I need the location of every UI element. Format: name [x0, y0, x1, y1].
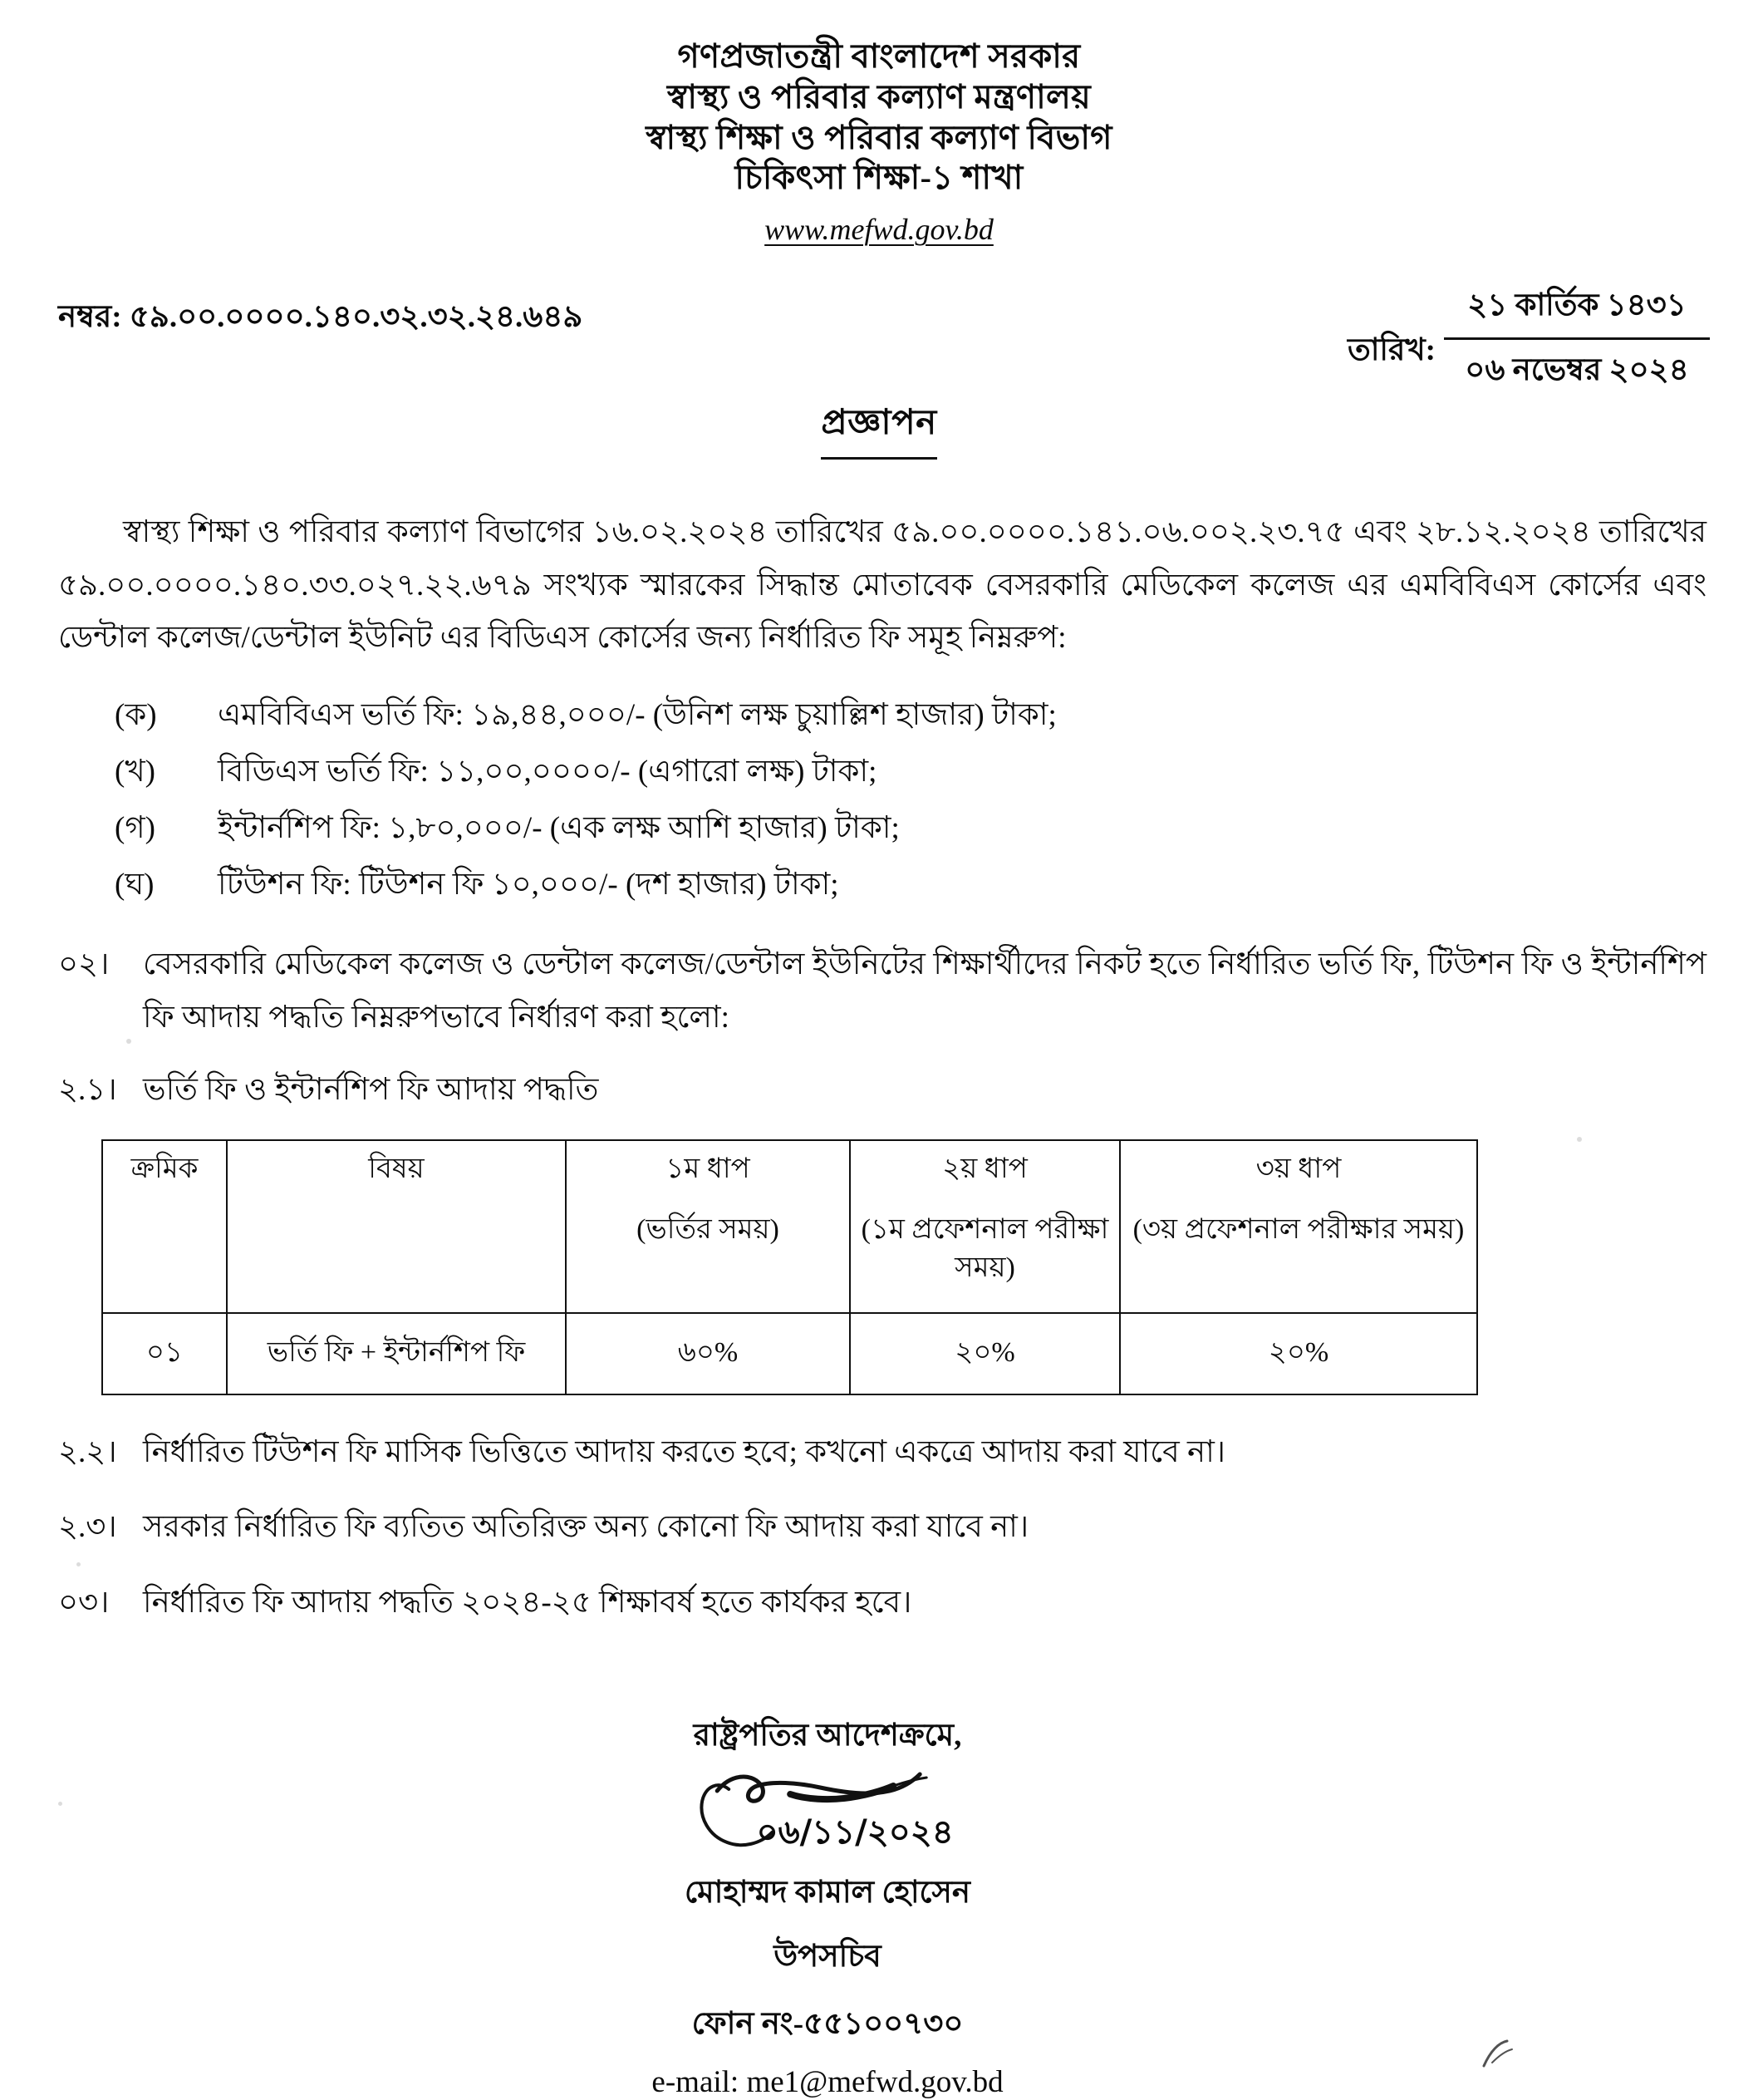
- list-item: [115, 809, 1706, 848]
- clause-03: [58, 1582, 1706, 1624]
- table-header-row: [102, 1140, 1477, 1313]
- signatory-email[interactable]: e-mail: me1@mefwd.gov.bd: [651, 2064, 1004, 2099]
- list-item: [115, 865, 1706, 905]
- website-url[interactable]: www.mefwd.gov.bd: [764, 213, 994, 247]
- signatory-designation: উপসচিব: [773, 1939, 881, 1974]
- memo-meta-row: [0, 280, 1758, 388]
- column-header-step-3: [1120, 1140, 1477, 1313]
- list-item-marker: (গ): [115, 811, 155, 846]
- signatory-name: মোহাম্মদ কামাল হোসেন: [685, 1875, 970, 1910]
- column-header-main: ১ম ধাপ: [665, 1153, 750, 1184]
- column-header-main: ক্রমিক: [130, 1153, 199, 1184]
- column-header-serial: [102, 1140, 227, 1313]
- ministry-government-line: গণপ্রজাতন্ত্রী বাংলাদেশ সরকার: [677, 37, 1081, 75]
- column-header-step-2: [850, 1140, 1120, 1313]
- clause-2-2: [58, 1432, 1706, 1473]
- column-header-sub: (১ম প্রফেশনাল পরীক্ষা সময়): [861, 1214, 1109, 1284]
- signatory-phone: ফোন নং-৫৫১০০৭৩০: [691, 2006, 964, 2041]
- clause-number: ০৩।: [58, 1585, 110, 1620]
- list-item-label: বিডিএস ভর্তি ফি: ১১,০০,০০০০/- (এগারো লক্ষ) টাকা;: [218, 755, 877, 789]
- clause-text: নির্ধারিত টিউশন ফি মাসিক ভিত্তিতে আদায় করতে হবে; কখনো একত্রে আদায় করা যাবে না।: [143, 1435, 1226, 1469]
- clause-text: নির্ধারিত ফি আদায় পদ্ধতি ২০২৪-২৫ শিক্ষাবর্ষ হতে কার্যকর হবে।: [143, 1585, 912, 1620]
- list-item-label: টিউশন ফি: টিউশন ফি ১০,০০০/- (দশ হাজার) টাকা;: [218, 868, 839, 902]
- list-item-marker: (ক): [115, 698, 157, 733]
- ministry-name-line: স্বাস্থ্য ও পরিবার কল্যাণ মন্ত্রণালয়: [667, 77, 1091, 116]
- date-block: [1348, 280, 1710, 397]
- document-body: [58, 506, 1706, 2100]
- signature-area: [611, 1766, 1044, 1864]
- page-title: প্রজ্ঞাপন: [821, 395, 936, 460]
- cell-step-1: ৬০%: [566, 1313, 850, 1394]
- clause-2-1: [58, 1070, 1706, 1111]
- scan-speck: [76, 1562, 81, 1566]
- clause-text: ভর্তি ফি ও ইন্টার্নশিপ ফি আদায় পদ্ধতি: [143, 1072, 599, 1107]
- signature-inner: [611, 1710, 1044, 2100]
- table-body: [102, 1313, 1477, 1394]
- clause-number: ২.৩।: [58, 1510, 117, 1545]
- date-bangla-calendar: ২১ কার্তিক ১৪৩১: [1467, 288, 1687, 323]
- list-item: [115, 752, 1706, 792]
- signature-block: [58, 1710, 1706, 2100]
- clause-02: [58, 938, 1706, 1044]
- clause-text: বেসরকারি মেডিকেল কলেজ ও ডেন্টাল কলেজ/ডেন্টাল ইউনিটের শিক্ষার্থীদের নিকট হতে নির্ধারিত ভর্তি ফি, টিউশন ফি ও ইন্টার্নশিপ ফি আদায় পদ্ধতি নিম্নরুপভাবে নির্ধারণ করা হলো:: [143, 947, 1706, 1035]
- list-item-label: এমবিবিএস ভর্তি ফি: ১৯,৪৪,০০০/- (উনিশ লক্ষ চুয়াল্লিশ হাজার) টাকা;: [218, 698, 1057, 733]
- clause-number: ২.২।: [58, 1435, 117, 1469]
- branch-name-line: চিকিৎসা শিক্ষা-১ শাখা: [734, 159, 1024, 197]
- column-header-sub: (ভর্তির সময়): [636, 1214, 779, 1246]
- list-item-label: ইন্টার্নশিপ ফি: ১,৮০,০০০/- (এক লক্ষ আশি হাজার) টাকা;: [218, 811, 900, 846]
- scan-pen-mark-icon: [1479, 2038, 1517, 2071]
- cell-step-2: ২০%: [850, 1313, 1120, 1394]
- list-item: [115, 696, 1706, 735]
- fee-collection-table: [101, 1139, 1478, 1395]
- clause-2-3: [58, 1507, 1706, 1548]
- column-header-step-1: [566, 1140, 850, 1313]
- table-row: [102, 1313, 1477, 1394]
- scan-speck: [126, 1039, 131, 1044]
- list-item-marker: (ঘ): [115, 868, 155, 902]
- column-header-subject: [227, 1140, 566, 1313]
- column-header-main: বিষয়: [368, 1153, 425, 1184]
- column-header-main: ২য় ধাপ: [942, 1153, 1028, 1184]
- column-header-main: ৩য় ধাপ: [1255, 1153, 1342, 1184]
- clause-number: ২.১।: [58, 1072, 117, 1107]
- scan-speck: [1577, 1137, 1582, 1142]
- division-name-line: স্বাস্থ্য শিক্ষা ও পরিবার কল্যাণ বিভাগ: [646, 118, 1112, 156]
- clause-text: সরকার নির্ধারিত ফি ব্যতিত অতিরিক্ত অন্য কোনো ফি আদায় করা যাবে না।: [143, 1510, 1029, 1545]
- fee-table-wrapper: [101, 1139, 1476, 1395]
- date-values: [1444, 280, 1710, 397]
- table-head: [102, 1140, 1477, 1313]
- fee-items-list: [115, 696, 1706, 905]
- clause-number: ০২।: [58, 947, 110, 982]
- date-divider-rule: [1444, 337, 1710, 340]
- by-order-of-president-line: রাষ্ট্রপতির আদেশক্রমে,: [693, 1718, 962, 1753]
- date-label: তারিখ:: [1347, 333, 1436, 368]
- cell-serial: ০১: [102, 1313, 227, 1394]
- memo-number: নম্বর: ৫৯.০০.০০০০.১৪০.৩২.৩২.২৪.৬৪৯: [58, 300, 583, 335]
- handwritten-date: ০৬/১১/২০২৪: [756, 1812, 954, 1852]
- scan-speck: [58, 1802, 62, 1806]
- cell-subject: ভর্তি ফি + ইন্টার্নশিপ ফি: [227, 1313, 566, 1394]
- date-gregorian-calendar: ০৬ নভেম্বর ২০২৪: [1465, 353, 1689, 388]
- document-title-wrap: [0, 395, 1758, 460]
- intro-paragraph: স্বাস্থ্য শিক্ষা ও পরিবার কল্যাণ বিভাগের ১৬.০২.২০২৪ তারিখের ৫৯.০০.০০০০.১৪১.০৬.০০২.২৩.৭৫ এবং ২৮.১২.২০২৪ তারিখের ৫৯.০০.০০০০.১৪০.৩৩.০২৭.২২.৬৭৯ সংখ্যক স্মারকের সিদ্ধান্ত মোতাবেক বেসরকারি মেডিকেল কলেজ এর এমবিবিএস কোর্সের এবং ডেন্টাল কলেজ/ডেন্টাল ইউনিট এর বিডিএস কোর্সের জন্য নির্ধারিত ফি সমূহ নিম্নরুপ:: [58, 515, 1706, 656]
- cell-step-3: ২০%: [1120, 1313, 1477, 1394]
- list-item-marker: (খ): [115, 755, 155, 789]
- letterhead: [0, 0, 1758, 247]
- column-header-sub: (৩য় প্রফেশনাল পরীক্ষার সময়): [1132, 1214, 1465, 1246]
